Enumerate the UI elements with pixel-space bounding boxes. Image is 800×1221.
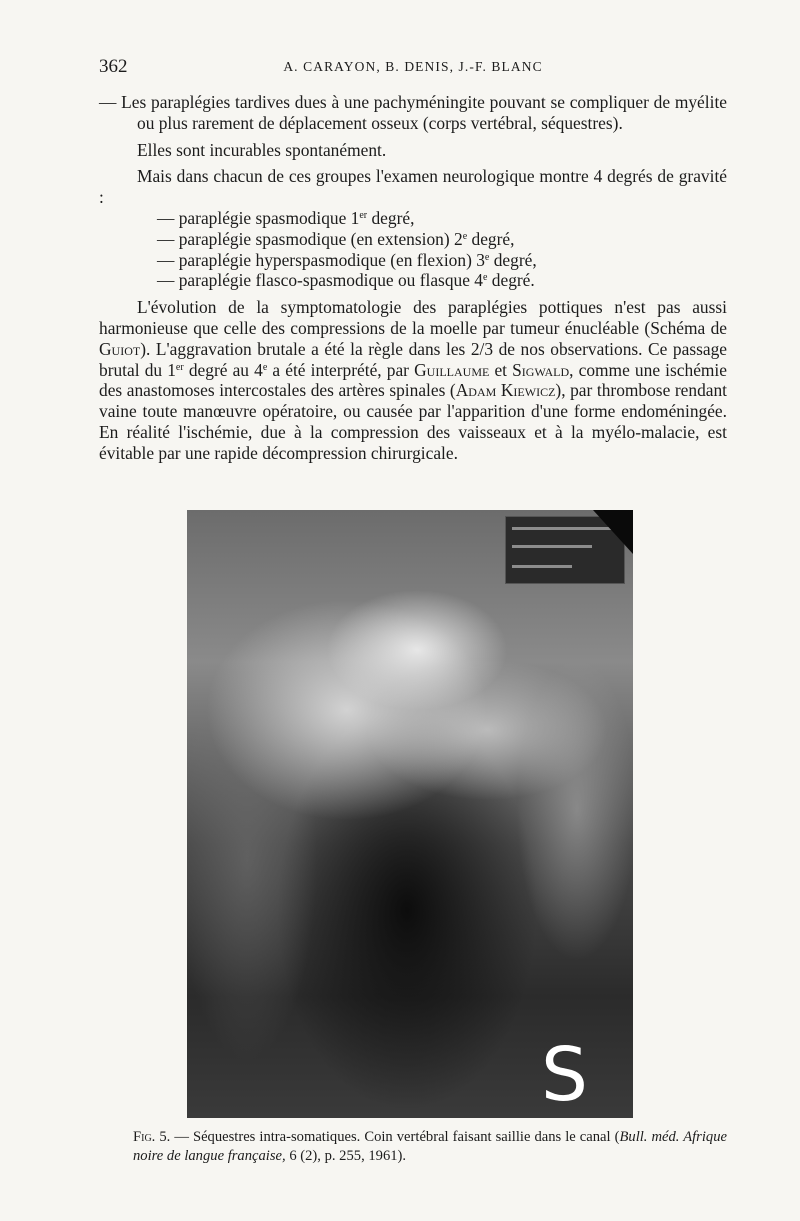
paragraph-degrees-intro: Mais dans chacun de ces groupes l'examen neurologique montre 4 degrés de gravité : bbox=[99, 166, 727, 208]
page-number: 362 bbox=[99, 56, 128, 77]
source-journal: Bull. méd. Afrique noire de langue française, bbox=[133, 1129, 727, 1164]
list-item: — paraplégie spasmodique 1er degré, bbox=[157, 207, 415, 228]
paragraph-late-paraplegia: — Les paraplégies tardives dues à une pachyméningite pouvant se compliquer de myélite ou plus rarement de déplacement osseux (corps vertébral, séquestres). bbox=[99, 92, 727, 133]
author-name: Sigwald bbox=[512, 359, 570, 380]
xray-figure bbox=[187, 510, 633, 1118]
body-text bbox=[99, 92, 727, 464]
list-item: — paraplégie spasmodique (en extension) 2e degré, bbox=[157, 228, 515, 249]
author-name: Guiot bbox=[99, 338, 141, 359]
running-head: A. CARAYON, B. DENIS, J.-F. BLANC bbox=[283, 59, 543, 74]
figure-label: Fig. 5. bbox=[133, 1129, 171, 1145]
paragraph-incurable: Elles sont incurables spontanément. bbox=[137, 139, 387, 160]
list-item: — paraplégie flasco-spasmodique ou flasque 4e degré. bbox=[157, 270, 535, 291]
author-name: Guillaume bbox=[414, 359, 490, 380]
degree-list bbox=[99, 208, 727, 291]
corner-mark bbox=[593, 510, 633, 554]
page-header bbox=[99, 56, 727, 80]
figure-caption: Fig. 5. — Séquestres intra-somatiques. Coin vertébral faisant saillie dans le canal (Bull. méd. Afrique noire de langue française, 6 (2), p. 255, 1961). bbox=[133, 1129, 727, 1164]
side-marker: S bbox=[541, 1032, 588, 1118]
list-item: — paraplégie hyperspasmodique (en flexion) 3e degré, bbox=[157, 249, 537, 270]
paragraph-evolution: L'évolution de la symptomatologie des paraplégies pottiques n'est pas aussi harmonieuse que celle des compressions de la moelle par tumeur énucléable (Schéma de Guiot). L'aggravation brutale a été la règle dans les 2/3 de nos observations. Ce passage brutal du 1er degré au 4e a été interprété, par Guillaume et Sigwald, comme une ischémie des anastomoses intercostales des artères spinales (Adam Kiewicz), par thrombose rendant vaine toute manœuvre opératoire, ou causée par l'apparition d'une forme endoméningée. En réalité l'ischémie, due à la compression des vaisseaux et à la myélo-malacie, est évitable par une rapide décompression chirurgicale. bbox=[99, 297, 728, 463]
author-name: Adam Kiewicz bbox=[455, 380, 556, 401]
